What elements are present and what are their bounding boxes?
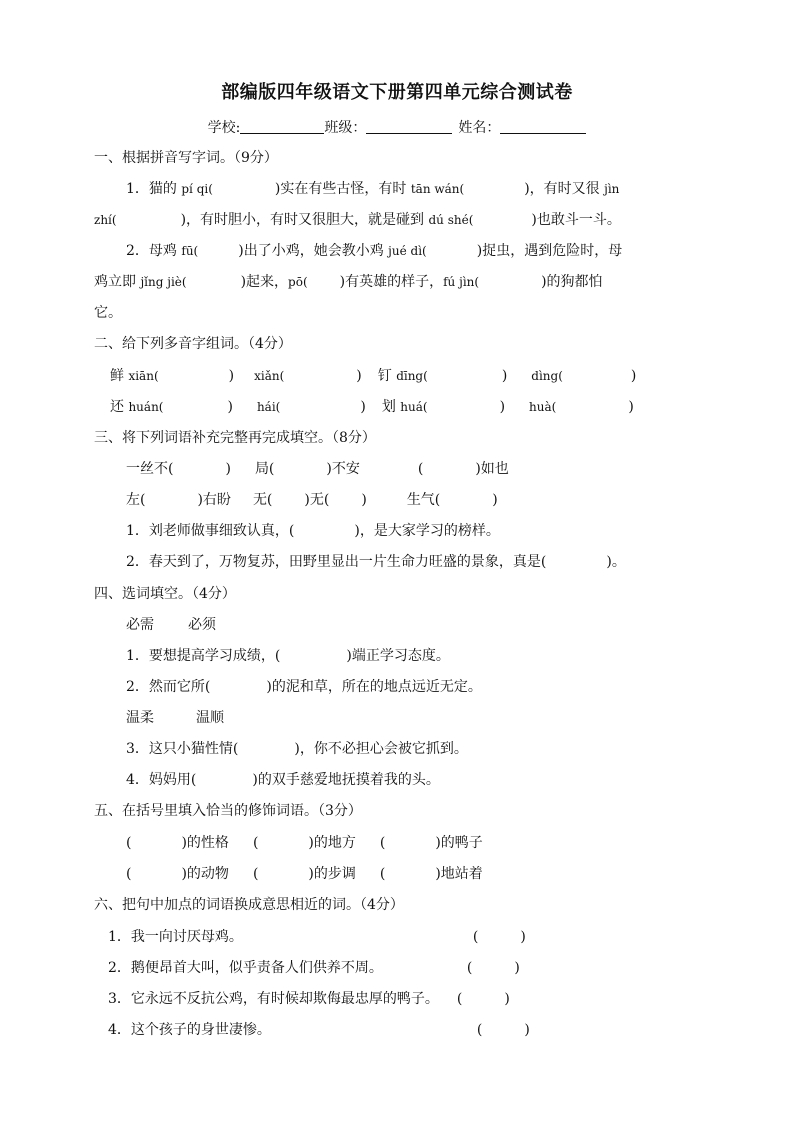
text: ( — [379, 835, 386, 851]
text: )，有时胆小，有时又很胆大，就是碰到 — [180, 212, 425, 228]
s1-line-5: 它。 — [94, 305, 122, 321]
section-4-heading: 四、选词填空。（4分） — [94, 586, 236, 602]
s2-row-1 — [110, 367, 636, 385]
s4-question-1 — [126, 647, 450, 665]
text: ) — [520, 929, 526, 945]
pinyin: fú jìn( — [443, 275, 480, 289]
text: ) — [514, 960, 520, 976]
pinyin: pí qi( — [181, 182, 213, 196]
text: )出了小鸡，她会教小鸡 — [238, 243, 384, 259]
text: ) — [499, 399, 506, 415]
text: ) — [501, 368, 508, 384]
s6-question-2 — [108, 959, 520, 977]
text: 左( — [126, 492, 146, 508]
text: 3．这只小猫性情( — [126, 741, 239, 757]
s6-question-3 — [108, 990, 510, 1008]
pinyin: pō( — [288, 275, 308, 289]
section-6-heading: 六、把句中加点的词语换成意思相近的词。（4分） — [94, 897, 404, 913]
s2-row-2 — [110, 398, 634, 416]
text: )的双手慈爱地抚摸着我的头。 — [252, 772, 440, 788]
text: ) — [361, 492, 367, 508]
text: )的地方 — [308, 835, 356, 851]
pinyin: jué dì( — [388, 244, 427, 258]
text: 3．它永远不反抗公鸡，有时候却欺侮最忠厚的鸭子。 — [108, 991, 439, 1007]
word-option: 温顺 — [196, 710, 224, 726]
text: ) — [630, 368, 637, 384]
text: 2．然而它所( — [126, 679, 211, 695]
text: )。 — [606, 554, 626, 570]
text: 4．妈妈用( — [126, 772, 197, 788]
s1-line-1 — [126, 180, 619, 198]
text: ( — [126, 835, 132, 851]
text: ( — [466, 960, 473, 976]
class-blank[interactable] — [366, 119, 452, 134]
pinyin: fū( — [181, 244, 199, 258]
student-info-line — [0, 117, 794, 137]
pinyin: dīng( — [396, 369, 428, 383]
text: )的泥和草，所在的地点远近无定。 — [266, 679, 482, 695]
pinyin: huà( — [529, 400, 557, 414]
pinyin: jǐng jiè( — [140, 275, 187, 289]
text: 4．这个孩子的身世凄惨。 — [108, 1022, 271, 1038]
text: )不安 — [326, 461, 360, 477]
text: )起来， — [240, 274, 289, 290]
pinyin: hái( — [256, 400, 281, 414]
text: 2．母鸡 — [126, 243, 177, 259]
s4-question-2 — [126, 678, 482, 696]
text: ) — [524, 1022, 530, 1038]
char: 还 — [110, 399, 124, 415]
text: ( — [252, 866, 259, 882]
text: )地站着 — [435, 866, 483, 882]
text: 局( — [254, 461, 275, 477]
char: 划 — [381, 399, 396, 415]
char: 钉 — [377, 368, 392, 384]
text: 1．我一向讨厌母鸡。 — [108, 929, 243, 945]
text: ( — [417, 461, 424, 477]
pinyin: xiǎn( — [254, 369, 285, 383]
text: )的狗都怕 — [541, 274, 603, 290]
text: 2．春天到了，万物复苏，田野里显出一片生命力旺盛的景象，真是( — [126, 554, 547, 570]
section-5-heading: 五、在括号里填入恰当的修饰词语。（3分） — [94, 803, 362, 819]
text: ( — [126, 866, 132, 882]
page-title: 部编版四年级语文下册第四单元综合测试卷 — [221, 82, 573, 103]
text: ) — [492, 492, 498, 508]
word-option: 必需 — [126, 617, 154, 633]
text: 鸡立即 — [94, 274, 136, 290]
text: ) — [356, 368, 362, 384]
section-1-heading: 一、根据拼音写字词。（9分） — [94, 150, 278, 166]
text: )如也 — [475, 461, 509, 477]
text: 2．鹅便昂首大叫，似乎责备人们供养不周。 — [108, 960, 383, 976]
text: )，你不必担心会被它抓到。 — [294, 741, 468, 757]
text: )的鸭子 — [435, 835, 483, 851]
text: 一丝不( — [126, 461, 174, 477]
pinyin: tān wán( — [410, 182, 465, 196]
s3-question-2 — [126, 553, 626, 571]
text: )，有时又很 — [524, 181, 600, 197]
text: ) — [228, 368, 235, 384]
s3-question-1 — [126, 522, 500, 540]
pinyin: huán( — [128, 400, 164, 414]
text: )，是大家学习的榜样。 — [354, 523, 500, 539]
text: )无( — [304, 492, 330, 508]
text: 1．猫的 — [126, 181, 177, 197]
text: 1．要想提高学习成绩，( — [126, 648, 281, 664]
text: )的动物 — [181, 866, 229, 882]
text: ( — [252, 835, 259, 851]
text: )实在有些古怪，有时 — [274, 181, 407, 197]
s6-question-1 — [108, 928, 526, 946]
text: ( — [379, 866, 386, 882]
s5-row-2 — [126, 865, 483, 883]
s1-line-2 — [94, 211, 621, 229]
class-label: 班级： — [324, 120, 367, 136]
s4-words-2 — [126, 709, 224, 727]
pinyin: dìng( — [531, 369, 563, 383]
s4-question-3 — [126, 740, 468, 758]
school-label: 学校: — [207, 120, 241, 136]
text: )端正学习态度。 — [346, 648, 450, 664]
school-blank[interactable] — [240, 119, 324, 134]
char: 鲜 — [110, 368, 124, 384]
text: ) — [227, 399, 233, 415]
text: ) — [504, 991, 510, 1007]
name-label: 姓名： — [458, 120, 501, 136]
text: ) — [628, 399, 634, 415]
text: ) — [360, 399, 366, 415]
text: )的性格 — [181, 835, 229, 851]
text: ) — [225, 461, 231, 477]
pinyin: zhí( — [94, 213, 117, 227]
text: )有英雄的样子， — [339, 274, 444, 290]
s5-row-1 — [126, 834, 483, 852]
word-option: 必须 — [188, 617, 216, 633]
s3-row-2 — [126, 491, 498, 509]
text: ( — [476, 1022, 483, 1038]
text: )的步调 — [308, 866, 356, 882]
text: )也敢斗一斗。 — [531, 212, 621, 228]
s1-line-3 — [126, 242, 622, 260]
s4-question-4 — [126, 771, 440, 789]
s3-row-1 — [126, 460, 509, 478]
s4-words-1 — [126, 616, 216, 634]
pinyin: huá( — [400, 400, 428, 414]
text: 1．刘老师做事细致认真，( — [126, 523, 295, 539]
text: )右盼 — [197, 492, 231, 508]
text: ( — [456, 991, 463, 1007]
pinyin: dú shé( — [428, 213, 474, 227]
text: 生气( — [406, 492, 441, 508]
name-blank[interactable] — [500, 119, 586, 134]
s1-line-4 — [94, 273, 603, 291]
word-option: 温柔 — [126, 710, 154, 726]
section-2-heading: 二、给下列多音字组词。（4分） — [94, 336, 292, 352]
pinyin: xiān( — [128, 369, 159, 383]
text: 无( — [252, 492, 273, 508]
pinyin: jìn — [604, 182, 620, 196]
text: ( — [472, 929, 479, 945]
text: )捉虫，遇到危险时，母 — [476, 243, 623, 259]
section-3-heading: 三、将下列词语补充完整再完成填空。（8分） — [94, 430, 376, 446]
s6-question-4 — [108, 1021, 530, 1039]
